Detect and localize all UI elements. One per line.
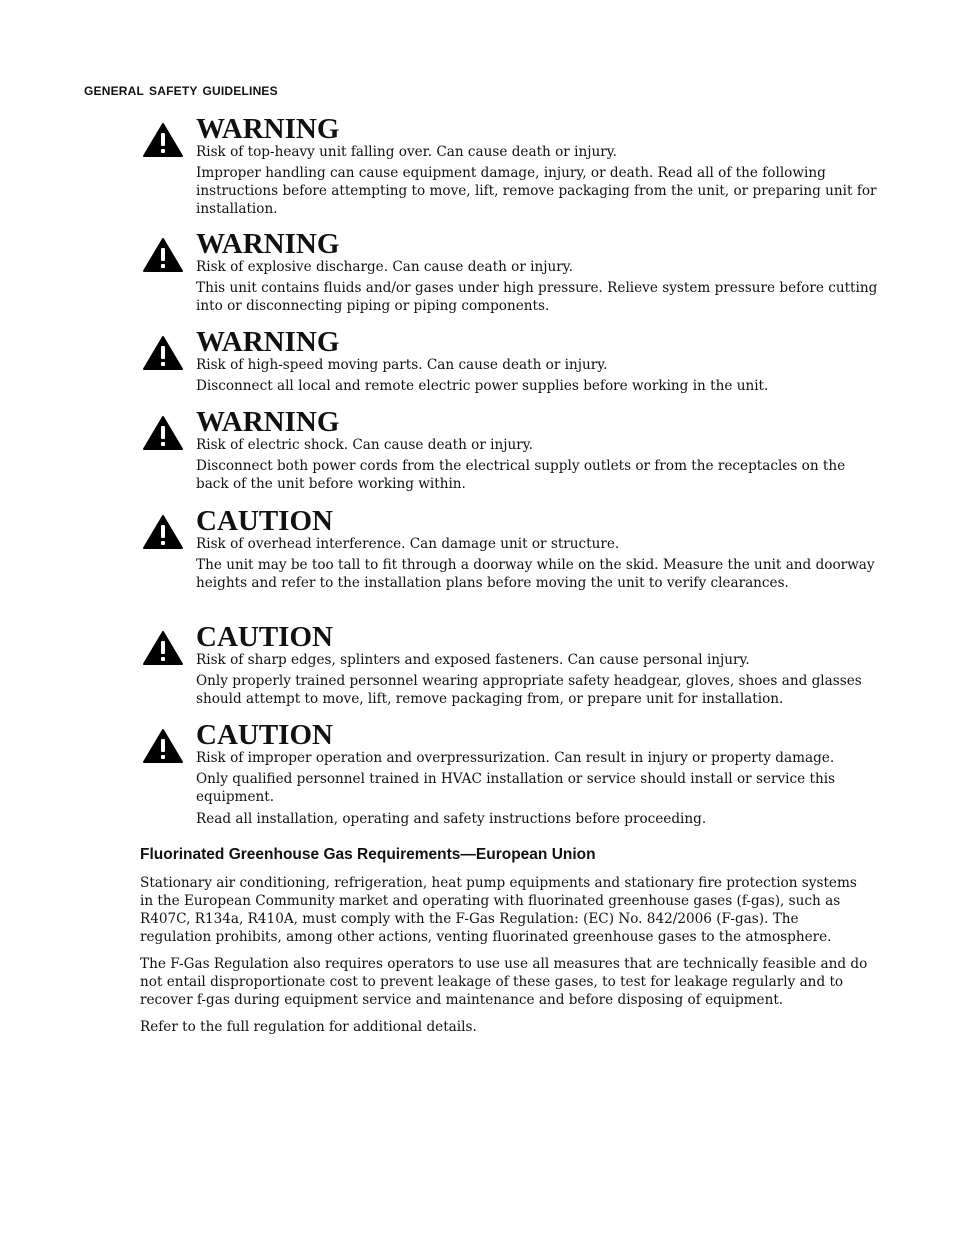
notice-detail: Disconnect both power cords from the electrical supply outlets or from the receptacles on the back of the unit before working within. (196, 458, 846, 492)
paragraph: Refer to the full regulation for additional details. (140, 1019, 477, 1035)
notice-detail: Only qualified personnel trained in HVAC installation or service should install or service this equipment. (196, 771, 836, 805)
warning-triangle-icon (142, 335, 184, 371)
body-text (140, 874, 870, 1045)
safety-notice (140, 229, 880, 319)
notice-heading: WARNING (196, 326, 340, 358)
notice-heading: WARNING (196, 406, 340, 438)
section-title (84, 80, 278, 100)
paragraph: Stationary air conditioning, refrigeration, heat pump equipments and stationary fire protection systems in the European Community market and operating with fluorinated greenhouse gases (f-gas), such as R407C, R134a, R410A, must comply with the F-Gas Regulation: (EC) No. 842/2006 (F-gas). The regulation prohibits, among other actions, venting fluorinated greenhouse gases to the atmosphere. (140, 875, 857, 945)
section-title-word: general (84, 80, 145, 99)
notice-risk: Risk of top-heavy unit falling over. Can cause death or injury. (196, 144, 617, 160)
safety-notice (140, 407, 880, 497)
section-title-word: safety (149, 80, 198, 99)
safety-notice (140, 622, 880, 712)
notice-detail: Read all installation, operating and safety instructions before proceeding. (196, 811, 707, 827)
notice-detail: Disconnect all local and remote electric power supplies before working in the unit. (196, 378, 769, 394)
safety-notice (140, 114, 880, 222)
notice-detail: This unit contains fluids and/or gases under high pressure. Relieve system pressure before cutting into or disconnecting piping or piping components. (196, 280, 878, 314)
notice-risk: Risk of improper operation and overpressurization. Can result in injury or property damage. (196, 750, 835, 766)
subsection-title: Fluorinated Greenhouse Gas Requirements—European Union (140, 846, 596, 863)
safety-notice (140, 327, 880, 399)
notice-risk: Risk of sharp edges, splinters and exposed fasteners. Can cause personal injury. (196, 652, 750, 668)
notice-detail: Improper handling can cause equipment damage, injury, or death. Read all of the following instructions before attempting to move, lift, remove packaging from the unit, or preparing unit for installation. (196, 165, 877, 217)
warning-triangle-icon (142, 728, 184, 764)
notice-risk: Risk of high-speed moving parts. Can cause death or injury. (196, 357, 608, 373)
warning-triangle-icon (142, 122, 184, 158)
notice-detail: Only properly trained personnel wearing appropriate safety headgear, gloves, shoes and glasses should attempt to move, lift, remove packaging from, or prepare unit for installation. (196, 673, 862, 707)
notice-risk: Risk of electric shock. Can cause death or injury. (196, 437, 533, 453)
safety-notice (140, 720, 880, 832)
warning-triangle-icon (142, 415, 184, 451)
notice-heading: CAUTION (196, 719, 333, 751)
notice-heading: WARNING (196, 228, 340, 260)
notice-risk: Risk of overhead interference. Can damage unit or structure. (196, 536, 620, 552)
notice-detail: The unit may be too tall to fit through a doorway while on the skid. Measure the unit and doorway heights and refer to the installation plans before moving the unit to verify clearances. (196, 557, 875, 591)
safety-notice (140, 506, 880, 596)
notice-risk: Risk of explosive discharge. Can cause death or injury. (196, 259, 573, 275)
notice-heading: WARNING (196, 113, 340, 145)
notice-heading: CAUTION (196, 621, 333, 653)
paragraph: The F-Gas Regulation also requires operators to use use all measures that are technically feasible and do not entail disproportionate cost to prevent leakage of these gases, to test for leakage regularly and to recover f-gas during equipment service and maintenance and before disposing of equipment. (140, 956, 868, 1008)
warning-triangle-icon (142, 514, 184, 550)
warning-triangle-icon (142, 630, 184, 666)
warning-triangle-icon (142, 237, 184, 273)
section-title-word: guidelines (202, 80, 278, 99)
notice-heading: CAUTION (196, 505, 333, 537)
